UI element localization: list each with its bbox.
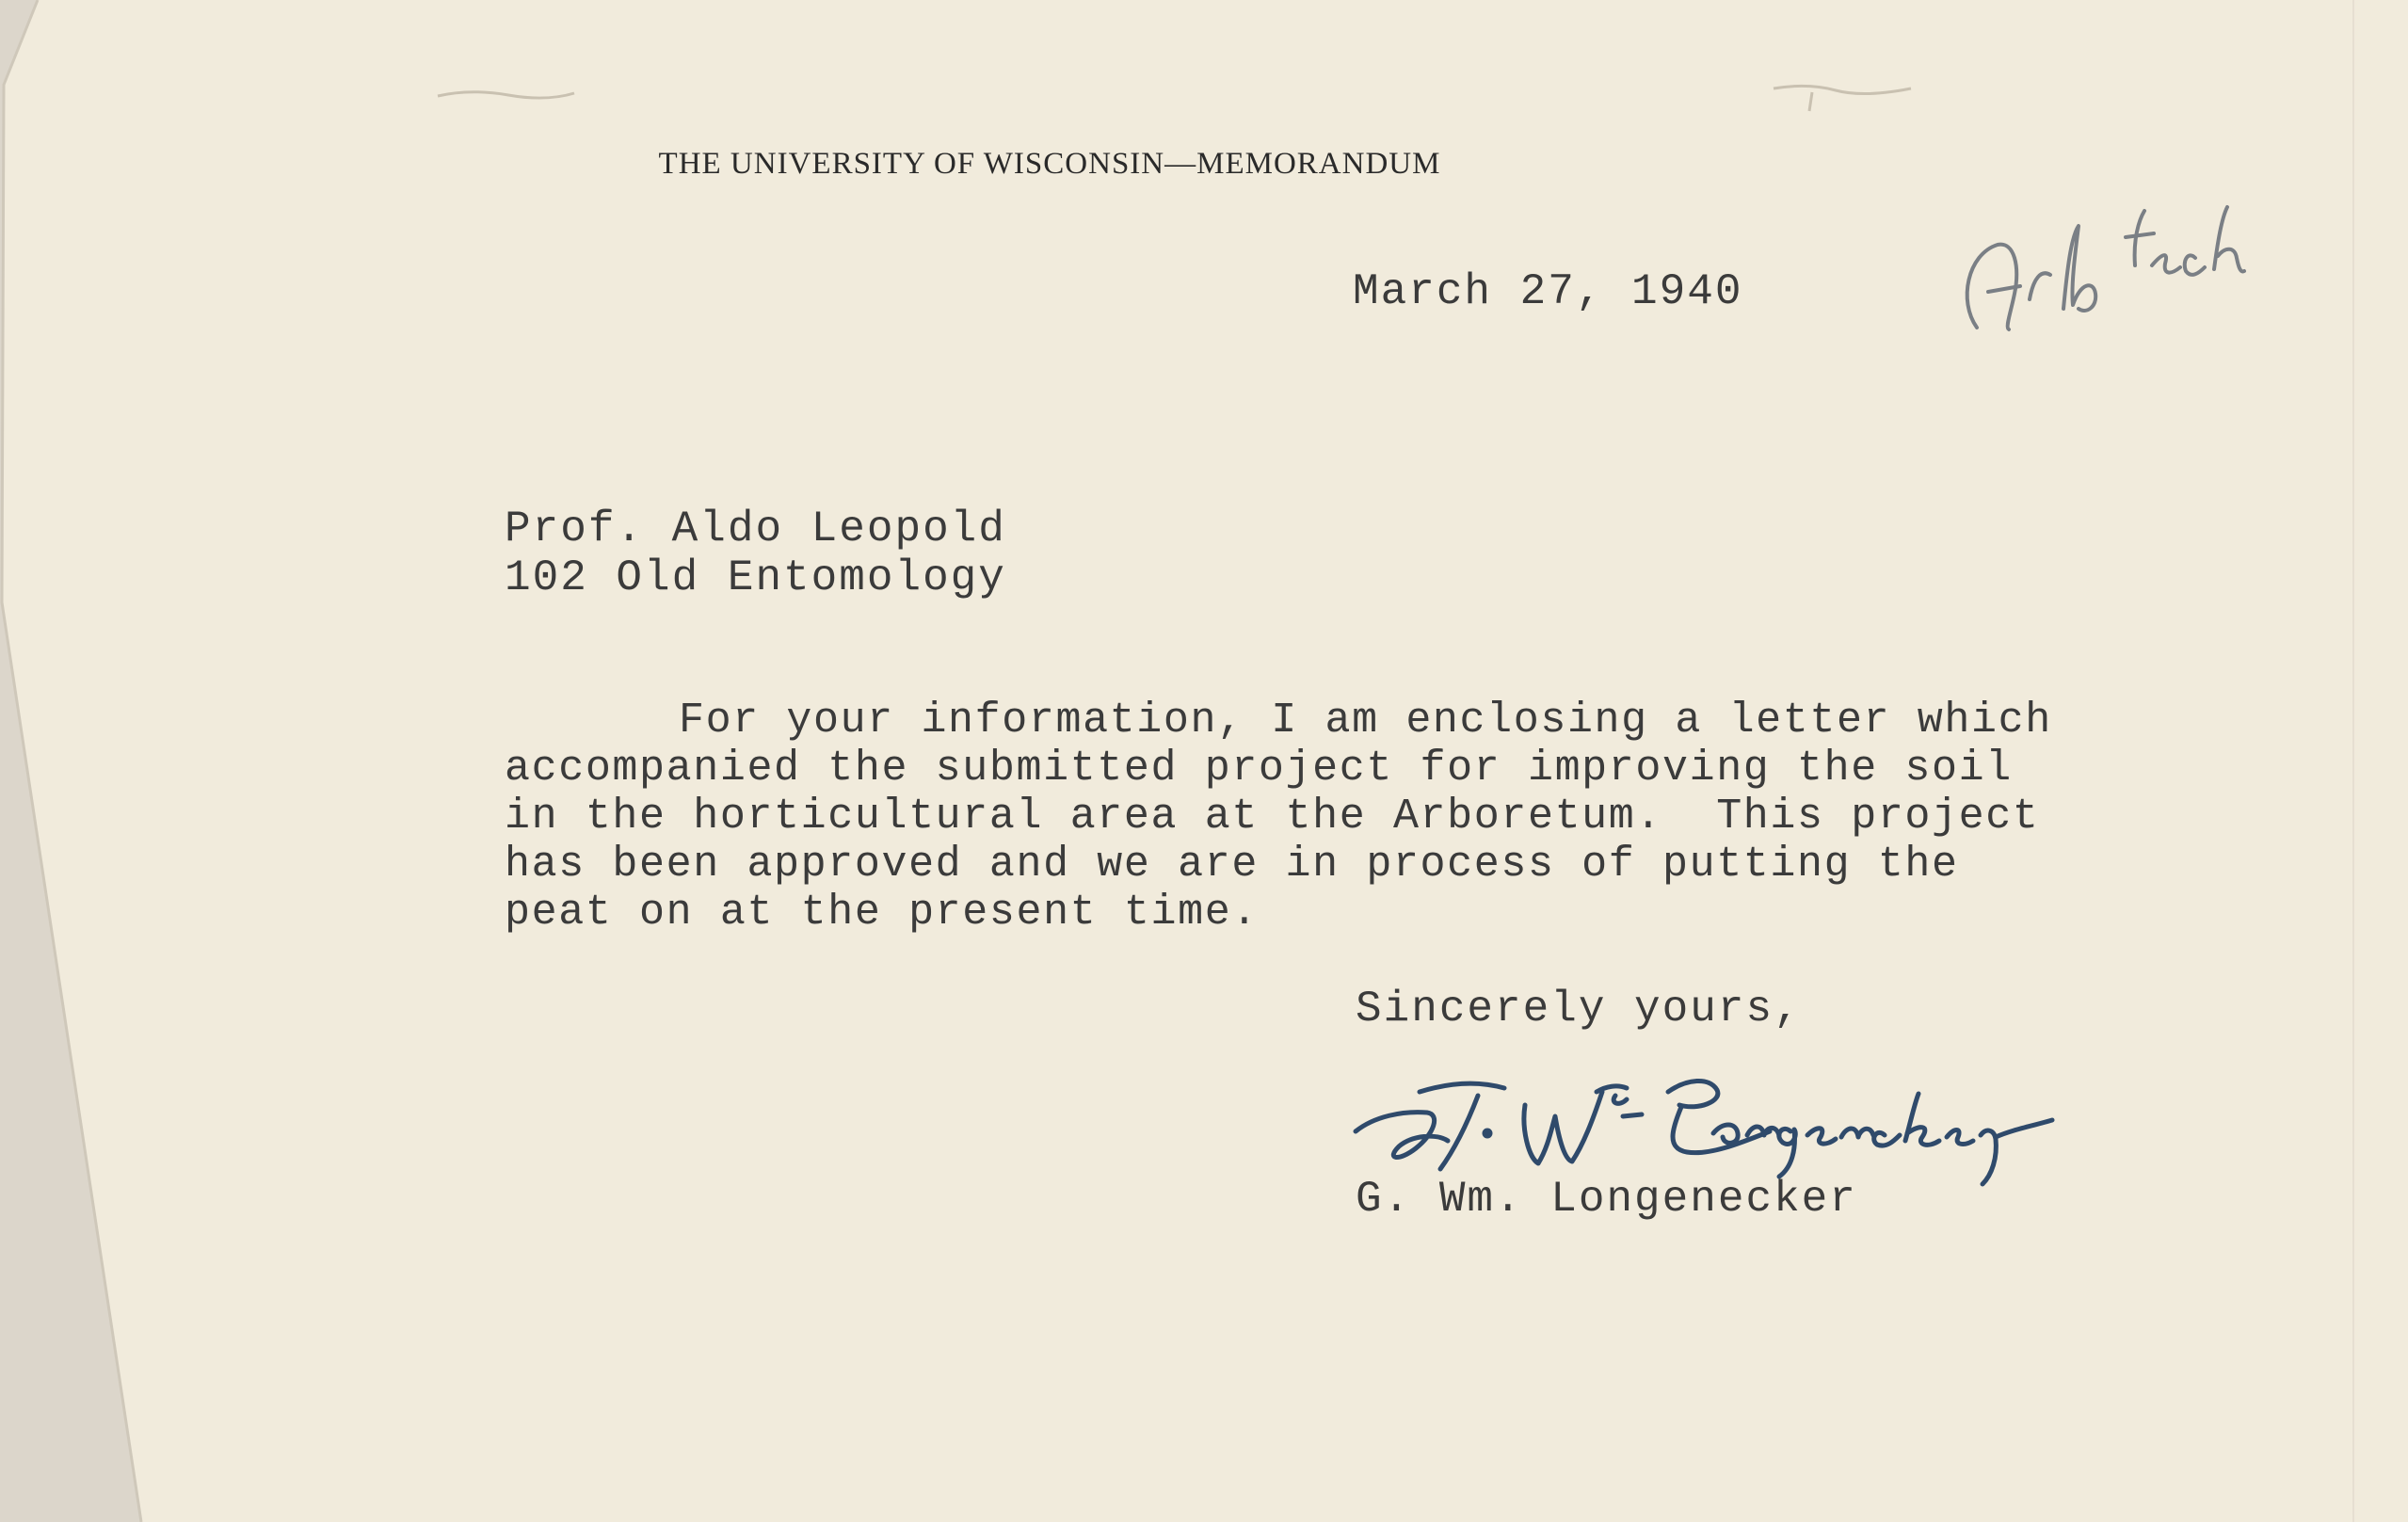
memo-date: March 27, 1940 xyxy=(1353,267,1743,316)
closing: Sincerely yours, xyxy=(1356,985,1802,1033)
memo-body xyxy=(505,697,2161,937)
staple-mark xyxy=(433,85,584,104)
body-line: peat on at the present time. xyxy=(505,889,1259,937)
letterhead-text: THE UNIVERSITY OF WISCONSIN—MEMORANDUM xyxy=(658,147,1441,181)
signer-name: G. Wm. Longenecker xyxy=(1356,1175,1857,1224)
body-line: in the horticultural area at the Arboretum. This project xyxy=(505,793,2040,841)
body-line: For your information, I am enclosing a letter which xyxy=(679,697,2052,745)
handwritten-annotation xyxy=(1939,188,2250,348)
recipient-address: 102 Old Entomology xyxy=(505,553,1006,602)
recipient-name: Prof. Aldo Leopold xyxy=(505,505,1006,553)
staple-mark xyxy=(1770,79,1920,117)
body-line: has been approved and we are in process of putting the xyxy=(505,841,1959,889)
letterhead xyxy=(0,147,2408,182)
body-line: accompanied the submitted project for improving the soil xyxy=(505,745,2013,793)
